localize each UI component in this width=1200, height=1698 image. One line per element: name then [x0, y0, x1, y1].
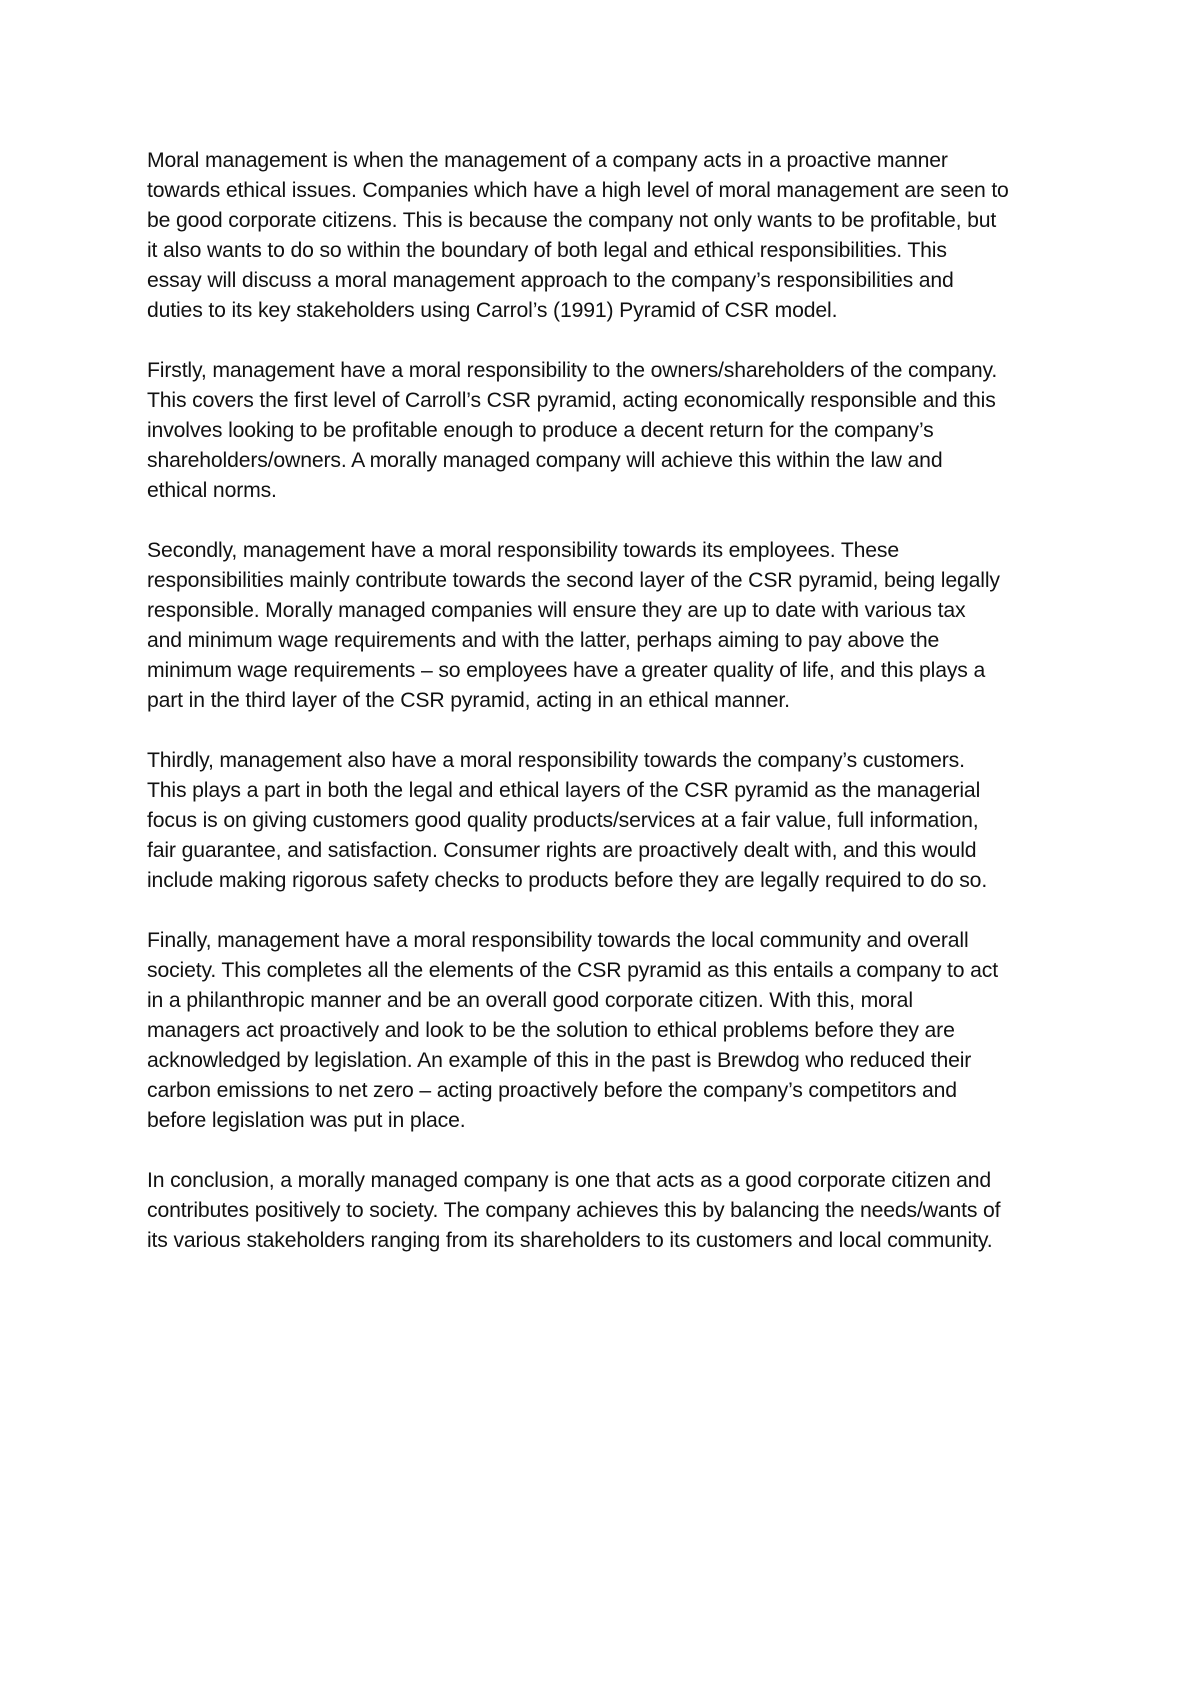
paragraph-shareholders	[147, 356, 1067, 506]
text-line: it also wants to do so within the boundary of both legal and ethical responsibilities. This	[147, 239, 947, 262]
paragraph-community	[147, 926, 1067, 1136]
paragraph-introduction	[147, 146, 1067, 326]
paragraph-conclusion	[147, 1166, 1067, 1256]
text-line: ethical norms.	[147, 479, 277, 502]
document-body	[147, 146, 1067, 1286]
text-line: Finally, management have a moral responsibility towards the local community and overall	[147, 929, 969, 952]
text-line: shareholders/owners. A morally managed company will achieve this within the law and	[147, 449, 943, 472]
text-line: Moral management is when the management of a company acts in a proactive manner	[147, 149, 948, 172]
text-line: towards ethical issues. Companies which have a high level of moral management are seen to	[147, 179, 1009, 202]
paragraph-employees	[147, 536, 1067, 716]
text-line: managers act proactively and look to be the solution to ethical problems before they are	[147, 1019, 955, 1042]
text-line: In conclusion, a morally managed company is one that acts as a good corporate citizen and	[147, 1169, 992, 1192]
text-line: include making rigorous safety checks to products before they are legally required to do so.	[147, 869, 988, 892]
text-line: focus is on giving customers good quality products/services at a fair value, full information,	[147, 809, 979, 832]
text-line: essay will discuss a moral management approach to the company’s responsibilities and	[147, 269, 954, 292]
text-line: duties to its key stakeholders using Carrol’s (1991) Pyramid of CSR model.	[147, 299, 838, 322]
text-line: society. This completes all the elements of the CSR pyramid as this entails a company to act	[147, 959, 998, 982]
text-line: part in the third layer of the CSR pyramid, acting in an ethical manner.	[147, 689, 790, 712]
text-line: its various stakeholders ranging from its shareholders to its customers and local community.	[147, 1229, 993, 1252]
text-line: Firstly, management have a moral responsibility to the owners/shareholders of the company.	[147, 359, 998, 382]
paragraph-customers	[147, 746, 1067, 896]
text-line: acknowledged by legislation. An example of this in the past is Brewdog who reduced their	[147, 1049, 972, 1072]
text-line: responsibilities mainly contribute towards the second layer of the CSR pyramid, being legally	[147, 569, 1000, 592]
text-line: contributes positively to society. The company achieves this by balancing the needs/wants of	[147, 1199, 1001, 1222]
text-line: Secondly, management have a moral responsibility towards its employees. These	[147, 539, 899, 562]
text-line: be good corporate citizens. This is because the company not only wants to be profitable, but	[147, 209, 997, 232]
text-line: in a philanthropic manner and be an overall good corporate citizen. With this, moral	[147, 989, 913, 1012]
text-line: carbon emissions to net zero – acting proactively before the company’s competitors and	[147, 1079, 957, 1102]
text-line: involves looking to be profitable enough to produce a decent return for the company’s	[147, 419, 934, 442]
text-line: This plays a part in both the legal and ethical layers of the CSR pyramid as the managerial	[147, 779, 981, 802]
text-line: before legislation was put in place.	[147, 1109, 466, 1132]
text-line: and minimum wage requirements and with the latter, perhaps aiming to pay above the	[147, 629, 940, 652]
text-line: responsible. Morally managed companies will ensure they are up to date with various tax	[147, 599, 966, 622]
text-line: Thirdly, management also have a moral responsibility towards the company’s customers.	[147, 749, 965, 772]
text-line: fair guarantee, and satisfaction. Consumer rights are proactively dealt with, and this would	[147, 839, 977, 862]
text-line: This covers the first level of Carroll’s CSR pyramid, acting economically responsible and this	[147, 389, 996, 412]
text-line: minimum wage requirements – so employees have a greater quality of life, and this plays a	[147, 659, 986, 682]
